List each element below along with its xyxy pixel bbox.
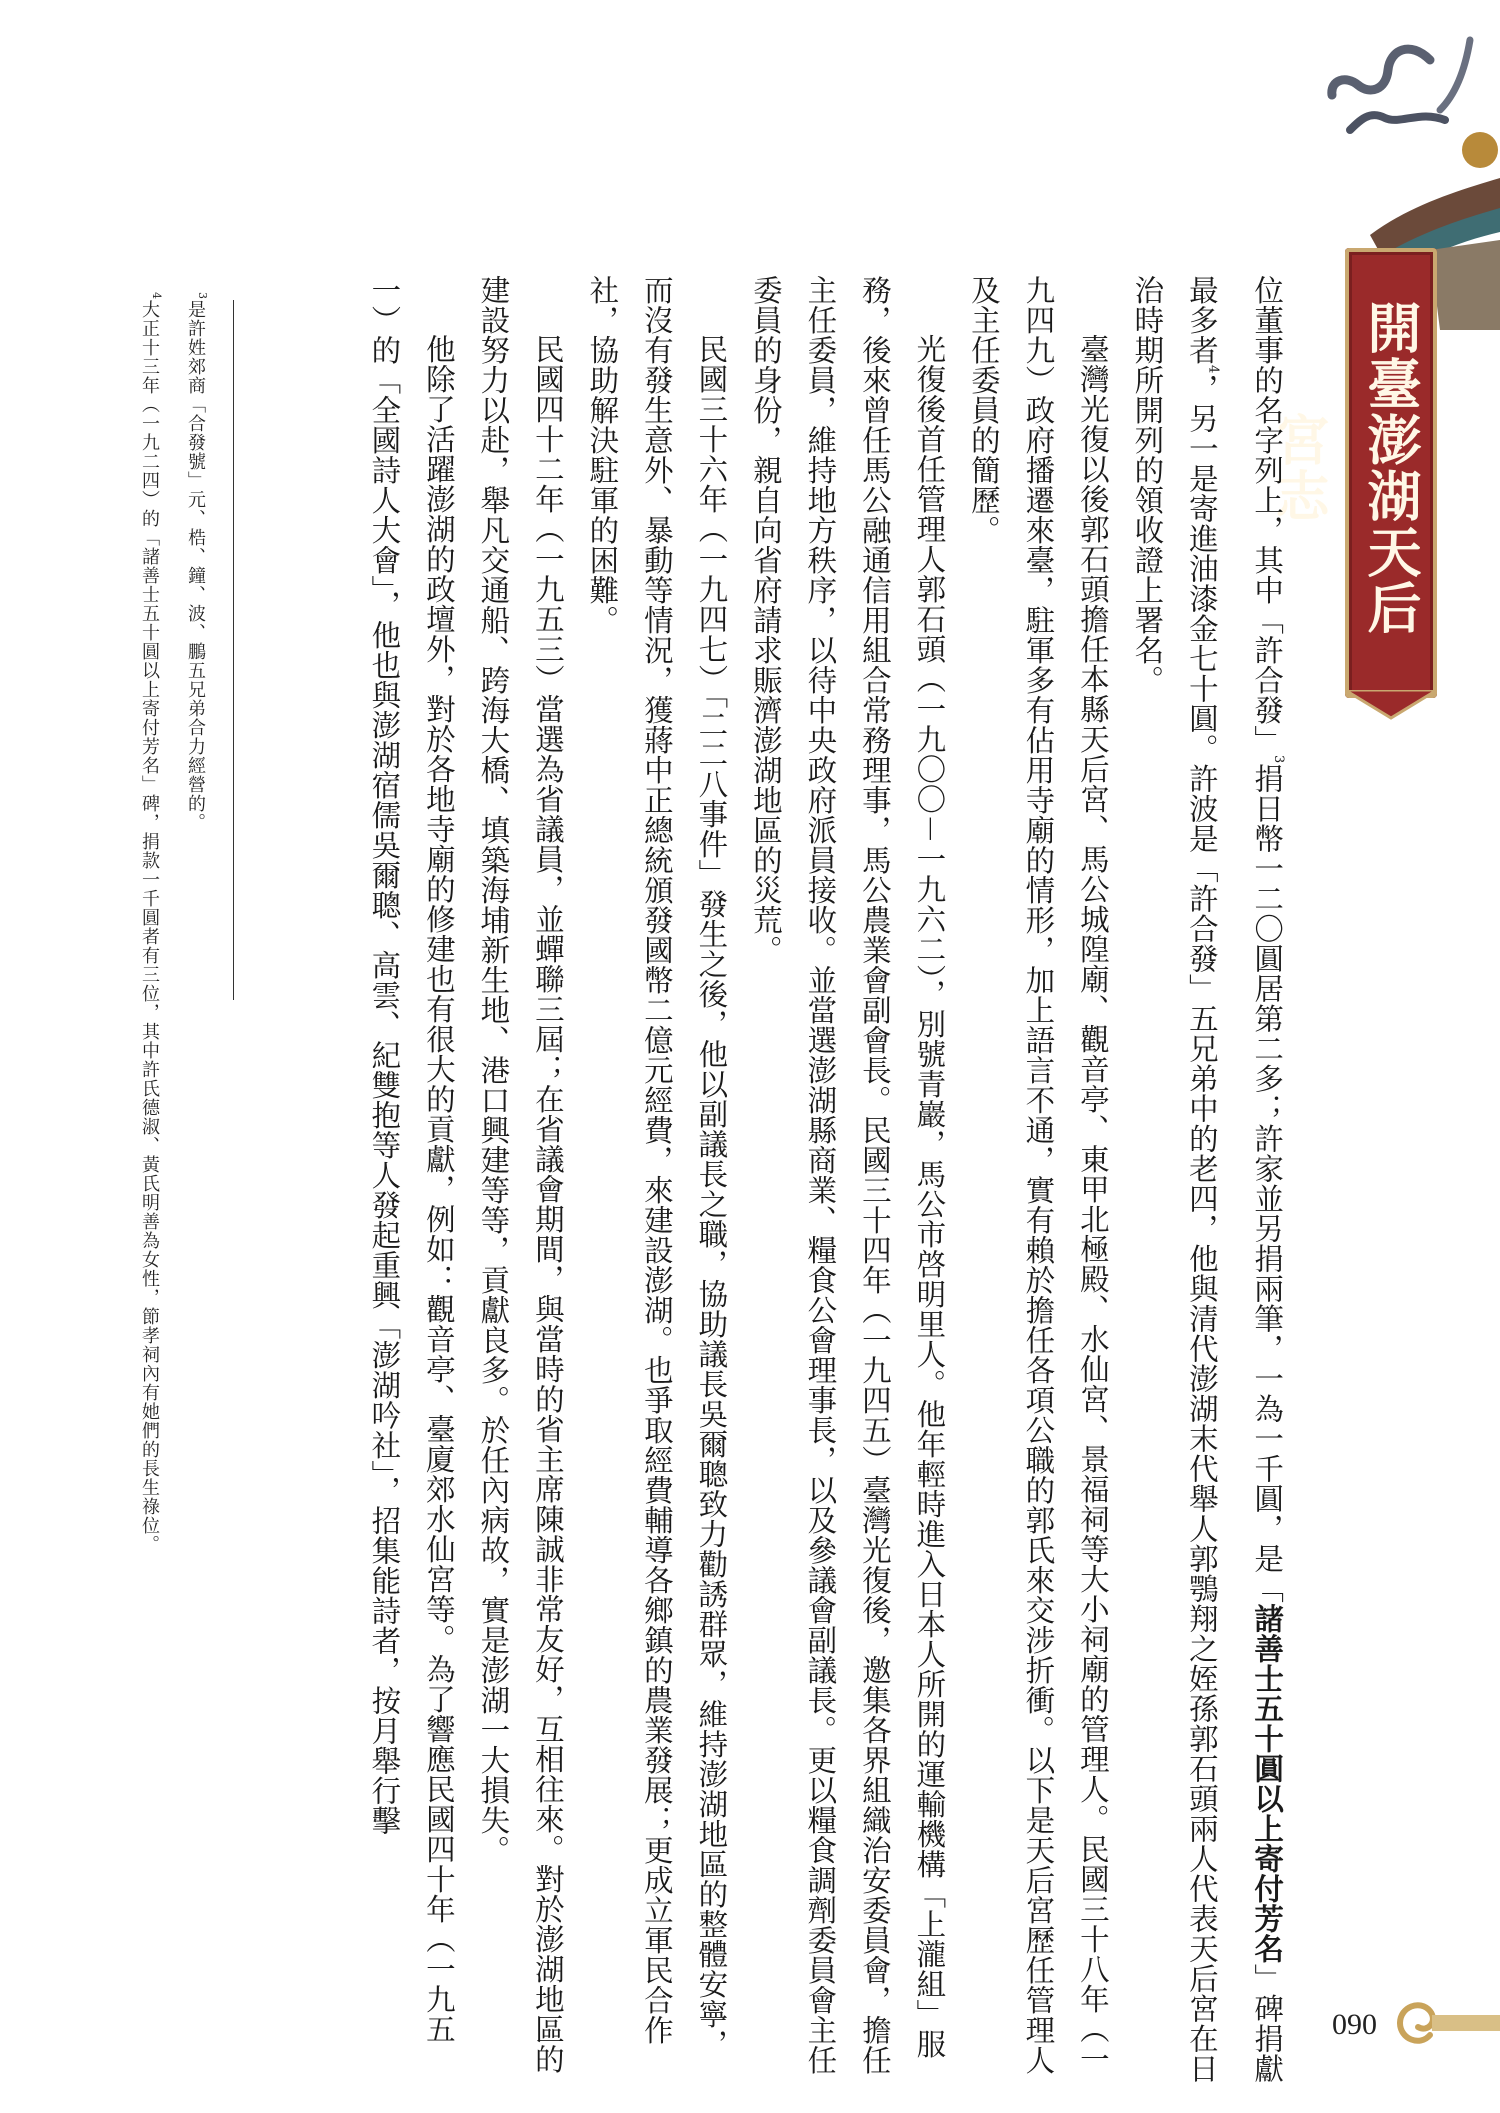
footnote-number: 3 [196,292,209,300]
footnote-3 [176,292,222,1992]
footnote-text: 是許姓郊商「合發號」元、梏、鐘、波、鵬五兄弟合力經營的。 [185,300,206,832]
paragraph-5: 民國四十二年（一九五三）當選為省議員，並蟬聯三屆；在省議會期間，與當時的省主席陳誠非常友好，互相往來。對於澎湖地區的建設努力以赴，舉凡交通船、跨海大橋、填築海埔新生地、港口興建等等，貢獻良多。於任內病故，實是澎湖一大損失。 [476,275,565,2074]
text-run: ，另一是寄進油漆金七十圓。許波是「許合發」五兄弟中的老四，他與清代澎湖末代舉人郭鶚翔之姪孫郭石頭兩人代表天后宮在日治時期所開列的領收證上署名。 [1130,275,1219,2084]
text-run: 」碑捐獻最多者 [1184,275,1285,2084]
paragraph-3: 光復後首任管理人郭石頭（一九〇〇－一九六二），別號青巖，馬公市啓明里人。他年輕時進入日本人所開的運輸機構「上瀧組」服務，後來曾任馬公融通信用組合常務理事，馬公農業會副會長。民國三十四年（一九四五）臺灣光復後，邀集各界組織治安委員會，擔任主任委員，維持地方秩序，以待中央政府派員接收。並當選澎湖縣商業、糧食公會理事長，以及參議會副議長。更以糧食調劑委員會主任委員的身份，親自向省府請求賑濟澎湖地區的災荒。 [748,275,947,2075]
footnote-ref-4: 4 [1205,365,1221,374]
footnote-divider [233,300,234,1000]
footnote-text: 大正十三年（一九二四）的「諸善士五十圓以上寄付芳名」碑，捐款一千圓者有三位，其中許氏德淑、黃氏明善為女性，節孝祠內有她們的長生祿位。 [139,300,160,1554]
footnote-4 [130,292,176,1992]
footnote-number: 4 [150,292,163,300]
page-number: 090 [1332,2008,1377,2041]
page-number-ornament [1380,1985,1500,2060]
paragraph-4: 民國三十六年（一九四七）「二二八事件」發生之後，他以副議長之職，協助議長吳爾聰致力勸誘群眾，維持澎湖地區的整體安寧，而沒有發生意外、暴動等情況，獲蔣中正總統頒發國幣二億元經費，來建設澎湖。也爭取經費輔導各鄉鎮的農業發展；更成立軍民合作社，協助解決駐軍的困難。 [585,275,729,2060]
paragraph-2: 臺灣光復以後郭石頭擔任本縣天后宮、馬公城隍廟、觀音亭、東甲北極殿、水仙宮、景福祠等大小祠廟的管理人。民國三十八年（一九四九）政府播遷來臺，駐軍多有佔用寺廟的情形，加上語言不通，實有賴於擔任各項公職的郭氏來交涉折衝。以下是天后宮歷任管理人及主任委員的簡歷。 [966,275,1110,2075]
paragraph-6: 他除了活躍澎湖的政壇外，對於各地寺廟的修建也有很大的貢獻，例如：觀音亭、臺廈郊水仙宮等。為了響應民國四十年（一九五一）的「全國詩人大會」，他也與澎湖宿儒吳爾聰、高雲、紀雙抱等人發起重興「澎湖吟社」，招集能詩者，按月舉行擊 [367,275,456,2044]
main-body-text [367,275,1305,2085]
text-run: 位董事的名字列上，其中「許合發」 [1250,275,1285,755]
footnote-ref-3: 3 [1271,755,1286,764]
banner-tip-ornament [1345,690,1437,720]
stele-name-bold: 諸善士五十圓以上寄付芳名 [1250,1603,1286,1964]
paragraph-1 [1120,275,1305,2085]
footnotes [139,292,222,1992]
book-title: 開臺澎湖天后宮志 [1267,300,1423,636]
text-run: 捐日幣一二〇圓居第二多；許家並另捐兩筆，一為一千圓，是「 [1250,763,1285,1604]
